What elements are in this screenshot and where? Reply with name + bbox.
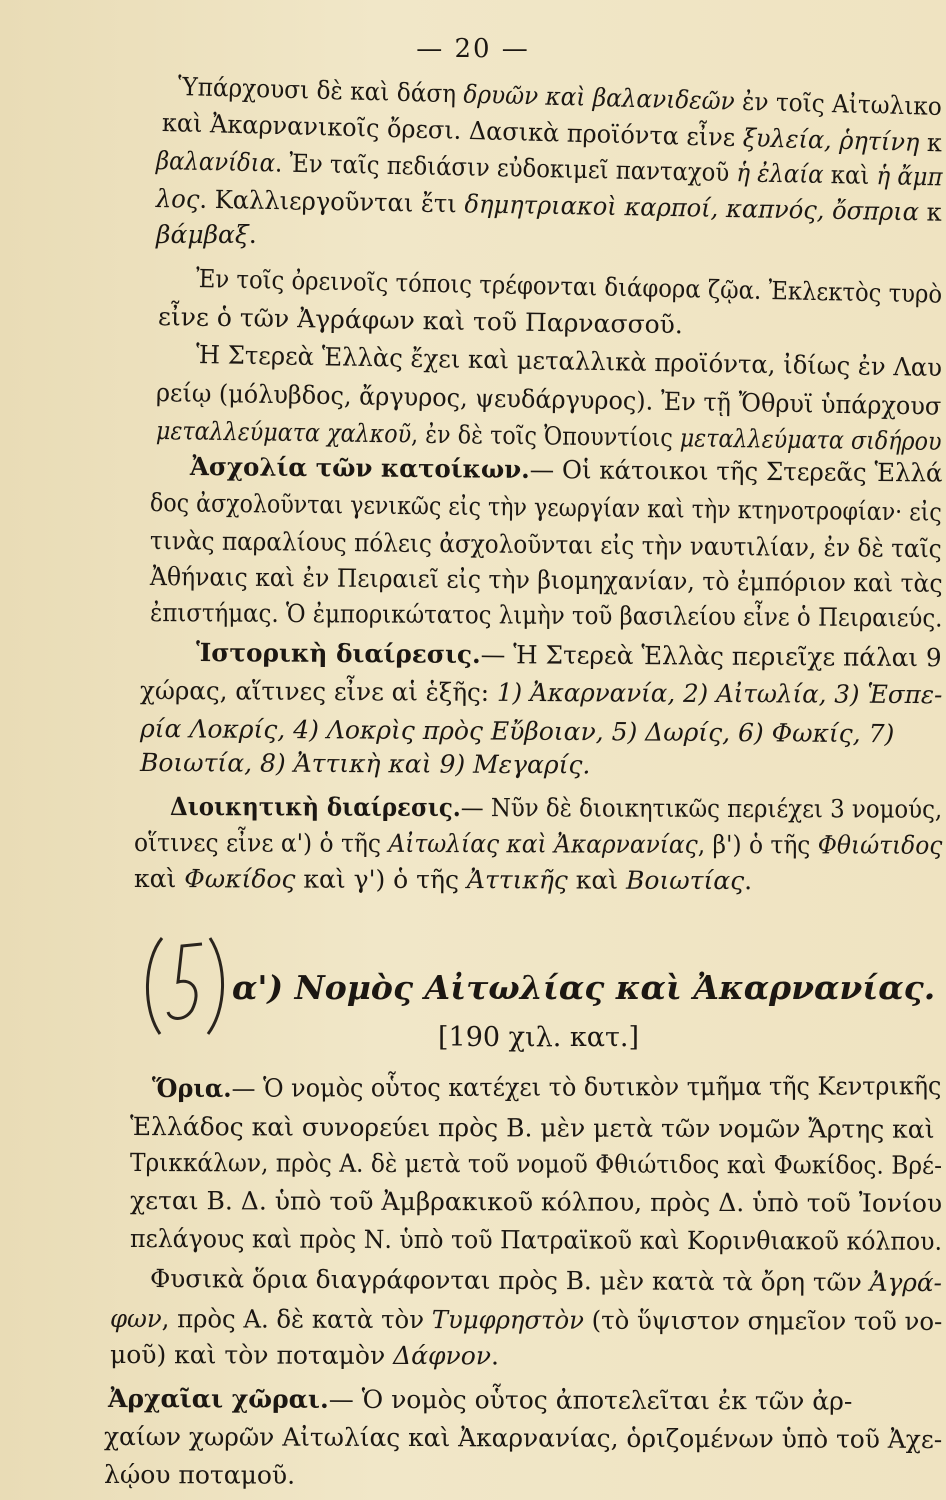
text-run: κ — [918, 127, 943, 158]
text-line — [108, 1384, 852, 1417]
text-line — [152, 1071, 942, 1104]
italic-run: Ἀττικῆς — [466, 865, 568, 895]
text-line — [150, 598, 943, 634]
italic-run: φων — [109, 1304, 162, 1334]
italic-run: μεταλλεύματα σιδήρου — [679, 423, 942, 456]
text-run: χαίων χωρῶν Αἰτωλίας καὶ Ἀκαρνανίας, ὁριζομένων ὑπὸ τοῦ Ἀχε- — [103, 1422, 943, 1454]
bold-run-heading: Ὅρια. — [151, 1073, 232, 1103]
italic-run: Τυμφρηστὸν — [431, 1305, 585, 1335]
text-run: — Ὁ νομὸς οὗτος ἀποτελεῖται ἐκ τῶν ἀρ- — [328, 1384, 853, 1416]
text-run: καὶ — [823, 159, 877, 191]
italic-run: λος — [155, 184, 200, 214]
text-line — [140, 714, 895, 749]
text-run: κ — [918, 197, 943, 227]
text-run: εἶνε ὁ τῶν Ἀγράφων καὶ τοῦ Παρνασσοῦ. — [157, 302, 684, 340]
text-run: — Ἡ Στερεὰ Ἑλλὰς περιεῖχε πάλαι 9 — [480, 639, 942, 673]
text-run: Ἀθήναις καὶ ἐν Πειραιεῖ εἰς τὴν βιομηχανίαν, τὸ ἐμπόριον καὶ τὰς — [149, 562, 943, 598]
text-line — [130, 1112, 935, 1145]
italic-run: μεταλλεύματα χαλκοῦ — [155, 416, 412, 449]
text-line — [150, 1264, 942, 1298]
text-line — [190, 452, 943, 489]
italic-run: δρυῶν καὶ βαλανιδεῶν — [463, 79, 736, 116]
text-line — [196, 638, 942, 673]
text-line — [134, 828, 942, 861]
italic-run: Βοιωτίας — [625, 865, 745, 896]
text-line — [130, 1224, 942, 1257]
bold-run-heading: Διοικητικὴ διαίρεσις. — [169, 792, 461, 823]
text-line — [156, 184, 942, 228]
text-line — [156, 416, 942, 457]
italic-run: Δάφνον — [393, 1340, 492, 1371]
text-run: Φυσικὰ ὅρια διαγράφονται πρὸς Β. μὲν κατὰ τὰ ὄρη τῶν — [149, 1264, 870, 1297]
text-run: , β') ὁ τῆς — [697, 829, 818, 860]
text-line — [130, 1186, 942, 1219]
text-run: καὶ Ἀκαρνανικοῖς ὄρεσι. Δασικὰ προϊόντα εἶνε — [161, 108, 744, 153]
text-line — [156, 378, 942, 422]
text-run: ἐν τοῖς Αἰτωλικο — [734, 86, 943, 121]
bold-run-heading: Ἀσχολία τῶν κατοίκων. — [189, 452, 530, 484]
italic-run: βάμβαξ — [156, 220, 249, 249]
text-run: . Καλλιεργοῦνται ἔτι — [199, 184, 465, 219]
italic-run: ἡ ἄμπ — [876, 161, 943, 192]
text-line — [158, 302, 683, 340]
text-run: — Οἱ κάτοικοι τῆς Στερεᾶς Ἑλλά — [529, 454, 943, 488]
italic-run: ξυλεία, ῥητίνη — [742, 123, 920, 157]
text-run: πελάγους καὶ πρὸς Ν. ὑπὸ τοῦ Πατραϊκοῦ καὶ Κορινθιακοῦ κόλπου. — [129, 1224, 943, 1256]
text-run: . Ἐν ταῖς πεδιάσιν εὐδοκιμεῖ πανταχοῦ — [274, 148, 737, 188]
text-run: οἵτινες εἶνε α') ὁ τῆς — [133, 828, 389, 858]
text-line — [104, 1460, 295, 1491]
bold-run-heading: Ἱστορικὴ διαίρεσις. — [195, 638, 481, 669]
text-run: — Ὁ νομὸς οὗτος κατέχει τὸ δυτικὸν τμῆμα τῆς Κεντρικῆς — [231, 1071, 942, 1103]
text-run: ρείῳ (μόλυβδος, ἄργυρος, ψευδάργυρος). Ἐν τῇ Ὄθρυϊ ὑπάρχουσ — [155, 378, 942, 421]
italic-run: δημητριακοὶ καρποί, καπνός, ὄσπρια — [464, 189, 920, 227]
text-line — [140, 748, 591, 780]
text-run: (τὸ ὕψιστον σημεῖον τοῦ νο- — [583, 1305, 943, 1336]
text-run: Ἡ Στερεὰ Ἑλλὰς ἔχει καὶ μεταλλικὰ προϊόντα, ἰδίως ἐν Λαυ — [195, 340, 943, 383]
text-run: καὶ γ') ὁ τῆς — [295, 864, 467, 895]
page-number: — 20 — — [416, 34, 530, 64]
text-line — [130, 1148, 942, 1181]
text-run: Ὑπάρχουσι δὲ καὶ δάση — [177, 72, 464, 109]
section-area: [190 χιλ. κατ.] — [438, 1022, 640, 1053]
text-run: , πρὸς Α. δὲ κατὰ τὸν — [161, 1304, 432, 1335]
text-line — [104, 1422, 942, 1455]
text-run: λῴου ποταμοῦ. — [103, 1460, 296, 1490]
text-line — [196, 264, 943, 310]
italic-run: βαλανίδια — [155, 146, 276, 178]
text-line — [196, 340, 942, 383]
text-run: . — [490, 1341, 500, 1371]
text-line — [150, 526, 942, 564]
text-run: Ἑλλάδος καὶ συνορεύει πρὸς Β. μὲν μετὰ τῶν νομῶν Ἄρτης καὶ — [129, 1112, 935, 1144]
section-heading: α') Νομὸς Αἰτωλίας καὶ Ἀκαρνανίας. — [232, 968, 936, 1007]
text-run: — Νῦν δὲ διοικητικῶς περιέχει 3 νομούς, — [460, 793, 943, 824]
italic-run: Φθιώτιδος — [817, 830, 943, 860]
text-run: , ἐν δὲ τοῖς Ὀπουντίοις — [410, 419, 681, 453]
text-run: Τρικκάλων, πρὸς Α. δὲ μετὰ τοῦ νομοῦ Φθιώτιδος καὶ Φωκίδος. Βρέ- — [129, 1148, 943, 1180]
italic-run: 1) Ἀκαρνανία, 2) Αἰτωλία, 3) Ἑσπε- — [496, 677, 943, 710]
text-run: καὶ — [133, 864, 185, 894]
italic-run: Ἀγρά- — [869, 1267, 943, 1298]
text-run: μοῦ) καὶ τὸν ποταμὸν — [109, 1340, 394, 1370]
handwritten-section-mark — [140, 930, 230, 1040]
italic-run: ἡ ἐλαία — [736, 158, 824, 189]
text-line — [110, 1340, 499, 1371]
text-run: Ἐν τοῖς ὀρεινοῖς τόποις τρέφονται διάφορα ζῷα. Ἐκλεκτὸς τυρὸ — [195, 264, 943, 309]
text-line — [140, 676, 942, 710]
text-line — [110, 1304, 942, 1337]
text-line — [156, 220, 257, 250]
text-run: τινὰς παραλίους πόλεις ἀσχολοῦνται εἰς τὴν ναυτιλίαν, ἐν δὲ ταῖς — [149, 526, 942, 564]
text-run: δος ἀσχολοῦνται γενικῶς εἰς τὴν γεωργίαν καὶ τὴν κτηνοτροφίαν· εἰς — [149, 488, 942, 527]
bold-run-heading: Ἀρχαῖαι χῶραι. — [107, 1384, 329, 1414]
text-line — [150, 562, 943, 599]
italic-run: Αἰτωλίας καὶ Ἀκαρνανίας — [388, 828, 698, 859]
italic-run: Φωκίδος — [184, 864, 296, 894]
text-line — [150, 488, 942, 528]
text-line — [134, 864, 752, 896]
text-line — [170, 792, 942, 825]
italic-run: ρία Λοκρίς, 4) Λοκρὶς πρὸς Εὔβοιαν, 5) Δωρίς, 6) Φωκίς, 7) — [139, 714, 895, 749]
text-run: καὶ — [567, 865, 627, 895]
italic-run: Βοιωτία, 8) Ἀττικὴ καὶ 9) Μεγαρίς. — [139, 748, 591, 780]
text-run: χεται Β. Δ. ὑπὸ τοῦ Ἀμβρακικοῦ κόλπου, πρὸς Δ. ὑπὸ τοῦ Ἰονίου — [129, 1186, 943, 1218]
text-run: . — [744, 866, 753, 896]
text-run: χώρας, αἵτινες εἶνε αἱ ἑξῆς: — [139, 676, 497, 707]
text-run: . — [248, 220, 257, 249]
text-run: ἐπιστήμας. Ὁ ἐμπορικώτατος λιμὴν τοῦ βασιλείου εἶνε ὁ Πειραιεύς. — [149, 598, 943, 633]
